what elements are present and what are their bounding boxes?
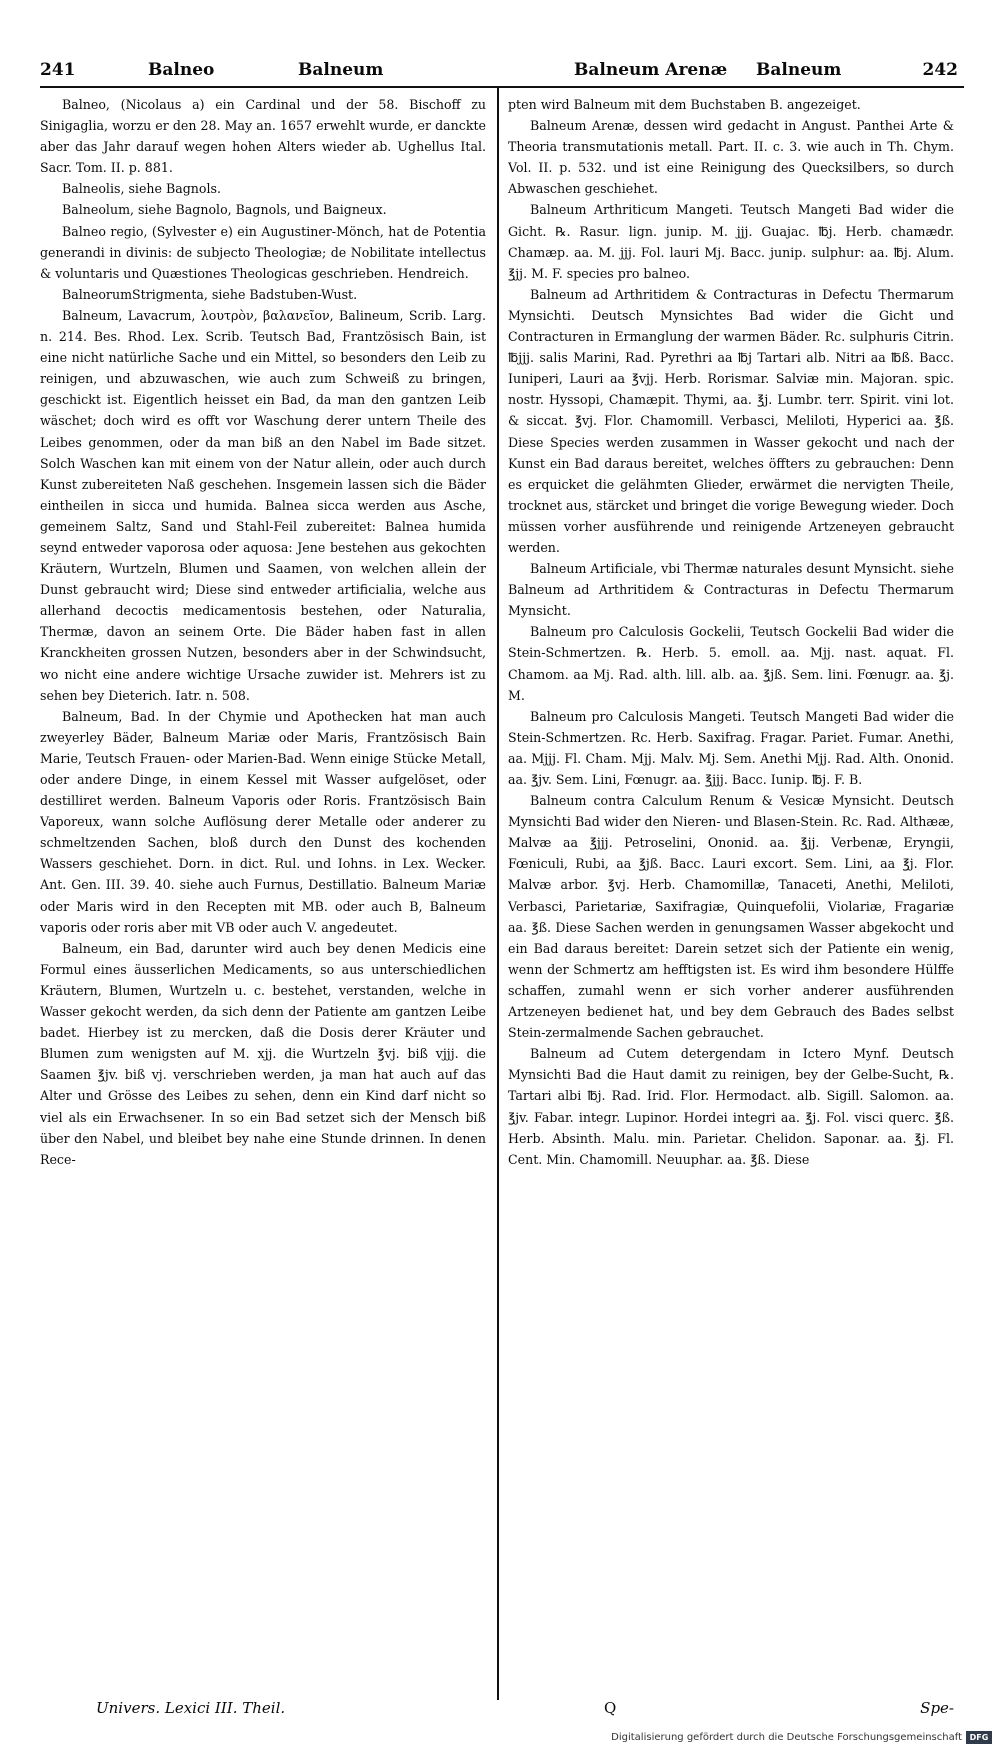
catchword: Spe-	[920, 1699, 954, 1717]
dictionary-entry: Balneum Arthriticum Mangeti. Teutsch Mangeti Bad wider die Gicht. ℞. Rasur. lign. junip. M. jjj. Guajac. ℔j. Herb. chamædr. Chamæp. aa. M. jjj. Fol. lauri Mj. Bacc. junip. sulphur: aa. ℔j. Alum. ℥jj. M. F. species pro balneo.	[508, 202, 954, 281]
dictionary-entry: Balneolis, siehe Bagnols.	[62, 181, 221, 197]
running-header	[36, 58, 964, 88]
dictionary-entry: Balneolum, siehe Bagnolo, Bagnols, und Baigneux.	[62, 202, 387, 218]
left-page-number: 241	[40, 60, 76, 80]
right-catchword-a: Balneum Arenæ	[574, 60, 728, 80]
dictionary-entry: Balneum pro Calculosis Mangeti. Teutsch Mangeti Bad wider die Stein-Schmertzen. Rc. Herb. Saxifrag. Fragar. Pariet. Fumar. Anethi, aa. Mjjj. Fl. Cham. Mjj. Malv. Mj. Sem. Anethi Mjj. Rad. Alth. Ononid. aa. ℥jv. Sem. Lini, Fœnugr. aa. ℥jjj. Bacc. Iunip. ℔j. F. B.	[508, 708, 954, 787]
sheet-mark: Q	[604, 1699, 617, 1717]
dictionary-entry: Balneum, Bad. In der Chymie und Apothecken hat man auch zweyerley Bäder, Balneum Mariæ oder Maris, Frantzösisch Bain Marie, Teutsch Frauen- oder Marien-Bad. Wenn einige Stücke Metall, oder andere Dinge, in einem Kessel mit Wasser aufgelöset, oder destilliret werden. Balneum Vaporis oder Roris. Frantzösisch Bain Vaporeux, wann solche Auflösung derer Metalle oder anderer zu schmeltzenden Sachen, bloß durch den Dunst des kochenden Wassers geschiehet. Dorn. in dict. Rul. und Iohns. in Lex. Wecker. Ant. Gen. III. 39. 40. siehe auch Furnus, Destillatio. Balneum Mariæ oder Maris wird in den Recepten mit MB. oder auch B, Balneum vaporis oder roris aber mit VB oder auch V. angedeutet.	[40, 708, 486, 935]
credit-text: Digitalisierung gefördert durch die Deutsche Forschungsgemeinschaft	[611, 1732, 962, 1743]
dictionary-entry: Balneum ad Arthritidem & Contracturas in Defectu Thermarum Mynsichti. Deutsch Mynsichtes Bad wider die Gicht und Contracturen in Ermanglung der warmen Bäder. Rc. sulphuris Citrin. ℔jjj. salis Marini, Rad. Pyrethri aa ℔j Tartari alb. Nitri aa ℔ß. Bacc. Iuniperi, Lauri aa ℥vjj. Herb. Rorismar. Salviæ min. Majoran. spic. nostr. Hyssopi, Chamæpit. Thymi, aa. ℥j. Lumbr. terr. Spirit. vini lot. & siccat. ℥vj. Flor. Chamomill. Verbasci, Meliloti, Hyperici aa. ℥ß. Diese Species werden zusammen in Wasser gekocht und nach der Kunst ein Bad daraus bereitet, welches öffters zu gebrauchen: Denn es erquicket die gelähmten Glieder, erwärmet die nervigten Theile, trocknet aus, stärcket und bringet die vorige Bewegung wieder. Doch müssen vorher ausführende und reinigende Artzeneyen gebraucht werden.	[508, 286, 954, 555]
credit-bar	[0, 1729, 1000, 1747]
right-footer	[508, 1699, 954, 1725]
right-column	[508, 94, 954, 1694]
dictionary-entry: Balneo regio, (Sylvester e) ein Augustiner-Mönch, hat de Potentia generandi in divinis: de subjecto Theologiæ; de Nobilitate intellectus & voluntaris und Quæstiones Theologicas geschrieben. Hendreich.	[40, 223, 486, 281]
right-page-number: 242	[922, 60, 958, 80]
left-catchword-a: Balneo	[148, 60, 215, 80]
dictionary-entry: BalneorumStrigmenta, siehe Badstuben-Wust.	[62, 286, 358, 302]
dictionary-entry: Balneum contra Calculum Renum & Vesicæ Mynsicht. Deutsch Mynsichti Bad wider den Nieren- und Blasen-Stein. Rc. Rad. Althææ, Malvæ aa ℥jjj. Petroselini, Ononid. aa. ℥jj. Verbenæ, Eryngii, Fœniculi, Rubi, aa ℥jß. Bacc. Lauri excort. Sem. Lini, aa ℥j. Flor. Malvæ arbor. ℥vj. Herb. Chamomillæ, Tanaceti, Anethi, Meliloti, Verbasci, Parietariæ, Saxifragiæ, Quinquefolii, Violariæ, Fragariæ aa. ℥ß. Diese Sachen werden in genungsamen Wasser abgekocht und ein Bad daraus bereitet: Darein setzet sich der Patiente ein wenig, wenn der Schmertz am hefftigsten ist. Es wird ihm besondere Hülffe schaffen, zumahl wenn er sich vorher anderer ausführenden Artzeneyen bedienet hat, und bey dem Gebrauch des Bades selbst Stein-zermalmende Sachen gebrauchet.	[508, 793, 954, 1041]
column-divider	[497, 88, 499, 1700]
signature-mark: Univers. Lexici III. Theil.	[96, 1699, 286, 1717]
dictionary-entry: pten wird Balneum mit dem Buchstaben B. angezeiget.	[508, 97, 861, 112]
dictionary-entry: Balneum Arenæ, dessen wird gedacht in Angust. Panthei Arte & Theoria transmutationis metall. Part. II. c. 3. wie auch in Th. Chym. Vol. II. p. 532. und ist eine Reinigung des Quecksilbers, so durch Abwaschen geschiehet.	[508, 118, 954, 197]
dfg-logo: DFG	[966, 1731, 992, 1744]
dictionary-entry: Balneo, (Nicolaus a) ein Cardinal und der 58. Bischoff zu Sinigaglia, worzu er den 28. May an. 1657 erwehlt wurde, er danckte aber das Jahr darauf wegen hohen Alters wieder ab. Ughellus Ital. Sacr. Tom. II. p. 881.	[40, 97, 486, 176]
dictionary-entry: Balneum pro Calculosis Gockelii, Teutsch Gockelii Bad wider die Stein-Schmertzen. ℞. Herb. 5. emoll. aa. Mjj. nast. aquat. Fl. Chamom. aa Mj. Rad. alth. lill. alb. aa. ℥jß. Sem. lini. Fœnugr. aa. ℥j. M.	[508, 624, 954, 703]
dictionary-entry: Balneum, ein Bad, darunter wird auch bey denen Medicis eine Formul eines äusserlichen Medicaments, so aus unterschiedlichen Kräutern, Blumen, Wurtzeln u. c. bestehet, verstanden, welche in Wasser gekocht werden, da sich denn der Patiente am gantzen Leibe badet. Hierbey ist zu mercken, daß die Dosis derer Kräuter und Blumen zum wenigsten auf M. xjj. die Wurtzeln ℥vj. biß vjjj. die Saamen ℥jv. biß vj. verschrieben werden, ja man hat auch auf das Alter und Grösse des Leibes zu sehen, denn ein Kind darf nicht so viel als ein Erwachsener. In so ein Bad setzet sich der Mensch biß über den Nabel, und bleibet bey nahe eine Stunde drinnen. In denen Rece-	[40, 940, 486, 1167]
right-catchword-b: Balneum	[756, 60, 842, 80]
signature-line	[40, 1699, 486, 1725]
dictionary-entry: Balneum ad Cutem detergendam in Ictero Mynf. Deutsch Mynsichti Bad die Haut damit zu reinigen, bey der Gelbe-Sucht, ℞. Tartari albi ℔j. Rad. Irid. Flor. Hermodact. alb. Sigill. Salomon. aa. ℥jv. Fabar. integr. Lupinor. Hordei integri aa. ℥j. Fol. visci querc. ℥ß. Herb. Absinth. Malu. min. Parietar. Chelidon. Saponar. aa. ℥j. Fl. Cent. Min. Chamomill. Neuuphar. aa. ℥ß. Diese	[508, 1046, 954, 1167]
dictionary-entry: Balneum, Lavacrum, λουτρὸν, βαλανεῖον, Balineum, Scrib. Larg. n. 214. Bes. Rhod. Lex. Scrib. Teutsch Bad, Frantzösisch Bain, ist eine nicht natürliche Sache und ein Mittel, so besonders den Leib zu reinigen, und abzuwaschen, wie auch zum Schweiß zu bringen, geschickt ist. Eigentlich heisset ein Bad, da man den gantzen Leib wäschet; doch wird es offt vor Waschung derer untern Theile des Leibes genommen, oder da man biß an den Nabel im Bade sitzet. Solch Waschen kan mit einem von der Natur allein, oder auch durch Kunst zubereiteten Naß geschehen. Insgemein lassen sich die Bäder eintheilen in sicca und humida. Balnea sicca werden aus Asche, gemeinem Saltz, Sand und Stahl-Feil zubereitet: Balnea humida seynd entweder vaporosa oder aquosa: Jene bestehen aus gekochten Kräutern, Wurtzeln, Blumen und Saamen, von welchen allein der Dunst gebraucht wird; Diese sind entweder artificialia, welche aus allerhand decoctis medicamentosis bestehen, oder Naturalia, Thermæ, davon an seinem Orte. Die Bäder haben fast in allen Kranckheiten grossen Nutzen, besonders aber in der Schwindsucht, wo nicht eine andere wichtige Ursache zuwider ist. Mehrers ist zu sehen bey Dieterich. Iatr. n. 508.	[40, 307, 486, 703]
header-rule	[40, 86, 964, 88]
left-column	[40, 94, 486, 1694]
dictionary-entry: Balneum Artificiale, vbi Thermæ naturales desunt Mynsicht. siehe Balneum ad Arthritidem & Contracturas in Defectu Thermarum Mynsicht.	[508, 561, 954, 619]
left-catchword-b: Balneum	[298, 60, 384, 80]
